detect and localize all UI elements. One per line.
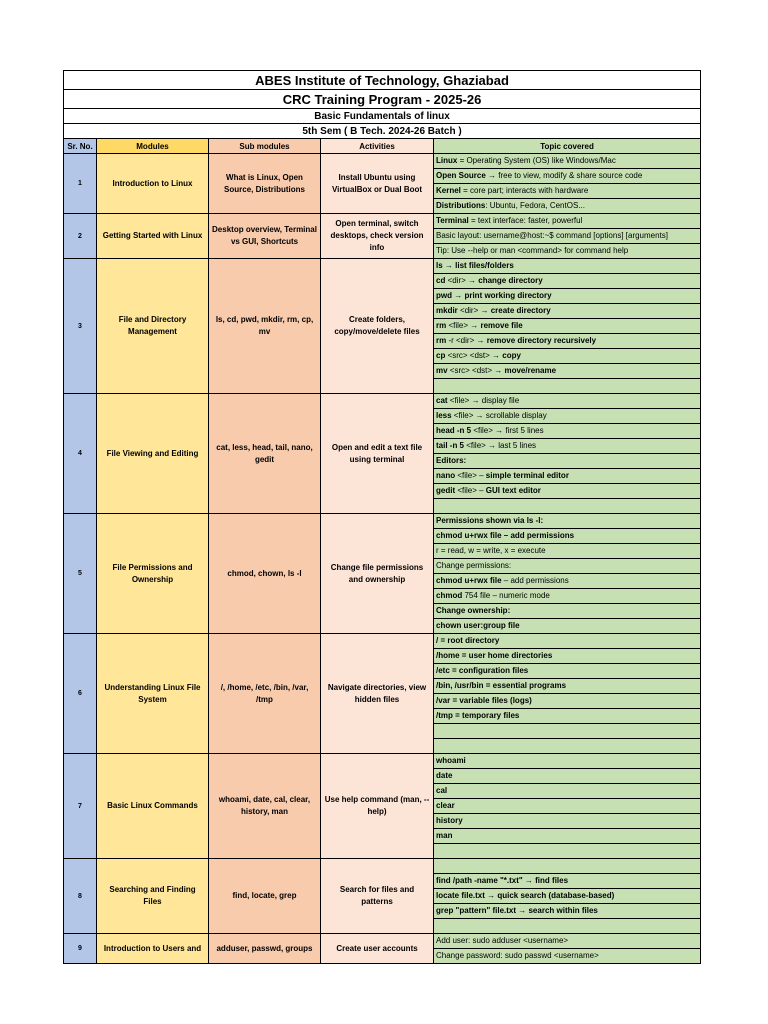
activities-cell: Open terminal, switch desktops, check version info [321,214,434,259]
topic-cell [434,604,701,619]
topic-text: 754 file – numeric mode [462,591,550,600]
topic-cell [434,199,701,214]
topic-emphasis: create directory [490,306,551,315]
topic-cell [434,799,701,814]
sr-no-cell: 3 [64,259,97,394]
topic-keyword: rm [436,321,447,330]
topic-cell [434,664,701,679]
activities-cell: Open and edit a text file using terminal [321,394,434,514]
topic-cell [434,349,701,364]
topic-emphasis: simple terminal editor [485,471,569,480]
topic-cell [434,379,701,394]
table-row [64,754,701,769]
topic-keyword: cal [436,786,448,795]
topic-keyword: / = root directory [436,636,500,645]
topic-cell [434,724,701,739]
topic-cell [434,829,701,844]
topic-keyword: clear [436,801,455,810]
topic-keyword: whoami [436,756,466,765]
topic-cell [434,499,701,514]
sub-modules-cell: find, locate, grep [209,859,321,934]
topic-keyword: grep "pattern" file.txt → search within files [436,906,598,915]
topic-keyword: ls [436,261,443,270]
topic-cell [434,754,701,769]
topic-cell [434,334,701,349]
topic-cell [434,934,701,949]
header-modules: Modules [97,139,209,154]
topic-emphasis: remove directory recursively [486,336,597,345]
topic-keyword: Change ownership: [436,606,511,615]
topic-keyword: Open Source [436,171,486,180]
topic-keyword: /bin, /usr/bin = essential programs [436,681,567,690]
topic-emphasis: print working directory [464,291,552,300]
topic-cell [434,274,701,289]
topic-keyword: gedit [436,486,456,495]
topic-keyword: man [436,831,453,840]
topic-keyword: /var = variable files (logs) [436,696,532,705]
topic-cell [434,694,701,709]
topic-cell [434,484,701,499]
topic-emphasis: list files/folders [455,261,514,270]
module-cell: Getting Started with Linux [97,214,209,259]
topic-keyword: nano [436,471,456,480]
topic-text: → free to view, modify & share source code [485,171,643,180]
sub-modules-cell: cat, less, head, tail, nano, gedit [209,394,321,514]
topic-cell [434,439,701,454]
topic-keyword: cd [436,276,446,285]
topic-cell [434,304,701,319]
subject-title: Basic Fundamentals of linux [64,109,701,124]
topic-emphasis: change directory [478,276,543,285]
topic-emphasis: move/rename [504,366,557,375]
topic-cell [434,184,701,199]
topic-text: – add permissions [501,576,569,585]
table-row [64,214,701,229]
sub-modules-cell: whoami, date, cal, clear, history, man [209,754,321,859]
institute-title: ABES Institute of Technology, Ghaziabad [64,71,701,90]
sub-modules-cell: What is Linux, Open Source, Distributions [209,154,321,214]
topic-cell [434,559,701,574]
topic-cell [434,214,701,229]
topic-keyword: /home = user home directories [436,651,553,660]
topic-text: <dir> → [445,276,479,285]
topic-text: <file> → first 5 lines [471,426,544,435]
topic-text: <file> → scrollable display [451,411,547,420]
topic-text: → [452,291,465,300]
topic-keyword: chmod [436,591,463,600]
topic-cell [434,784,701,799]
sr-no-cell: 8 [64,859,97,934]
topic-emphasis: remove file [480,321,523,330]
table-row [64,934,701,949]
topic-keyword: less [436,411,452,420]
topic-text: -r <dir> → [446,336,487,345]
sub-modules-cell: ls, cd, pwd, mkdir, rm, cp, mv [209,259,321,394]
program-title: CRC Training Program - 2025-26 [64,90,701,109]
activities-cell: Navigate directories, view hidden files [321,634,434,754]
table-row [64,259,701,274]
topic-text: → [442,261,456,270]
activities-cell: Use help command (man, --help) [321,754,434,859]
topic-cell [434,244,701,259]
activities-cell: Change file permissions and ownership [321,514,434,634]
activities-cell: Create folders, copy/move/delete files [321,259,434,394]
sr-no-cell: 1 [64,154,97,214]
topic-text: Change permissions: [436,561,512,570]
activities-cell: Install Ubuntu using VirtualBox or Dual Boot [321,154,434,214]
topic-keyword: rm [436,336,447,345]
topic-keyword: Permissions shown via ls -l: [436,516,544,525]
header-activities: Activities [321,139,434,154]
topic-keyword: find /path -name "*.txt" → find files [436,876,569,885]
topic-text: <dir> → [457,306,491,315]
topic-cell [434,154,701,169]
topic-text: = text interface: faster, powerful [468,216,583,225]
topic-keyword: Linux [436,156,458,165]
header-topic-covered: Topic covered [434,139,701,154]
module-cell: Searching and Finding Files [97,859,209,934]
topic-cell [434,409,701,424]
table-row [64,154,701,169]
topic-text: = core part; interacts with hardware [460,186,589,195]
topic-keyword: locate file.txt → quick search (database-based) [436,891,615,900]
topic-cell [434,364,701,379]
topic-keyword: /etc = configuration files [436,666,529,675]
topic-keyword: chmod u+rwx file – add permissions [436,531,575,540]
activities-cell: Create user accounts [321,934,434,964]
sr-no-cell: 7 [64,754,97,859]
topic-keyword: head -n 5 [436,426,472,435]
topic-text: <file> → last 5 lines [464,441,537,450]
topic-keyword: Distributions [436,201,486,210]
module-cell: File Viewing and Editing [97,394,209,514]
topic-keyword: mkdir [436,306,458,315]
header-sr-no: Sr. No. [64,139,97,154]
topic-text: <src> <dst> → [447,366,505,375]
topic-keyword: history [436,816,463,825]
table-row [64,634,701,649]
topic-keyword: pwd [436,291,452,300]
topic-text: <file> → display file [447,396,520,405]
topic-cell [434,469,701,484]
topic-keyword: cat [436,396,448,405]
topic-text: <file> – [455,471,486,480]
topic-cell [434,514,701,529]
topic-cell [434,619,701,634]
topic-cell [434,394,701,409]
module-cell: File and Directory Management [97,259,209,394]
topic-text: Basic layout: username@host:~$ command [options] [arguments] [436,231,669,240]
topic-cell [434,859,701,874]
topic-cell [434,289,701,304]
topic-keyword: /tmp = temporary files [436,711,520,720]
topic-cell [434,679,701,694]
topic-keyword: cp [436,351,446,360]
sr-no-cell: 6 [64,634,97,754]
topic-cell [434,259,701,274]
header-row [64,139,701,154]
topic-cell [434,739,701,754]
topic-keyword: Terminal [436,216,469,225]
table-row [64,514,701,529]
topic-cell [434,229,701,244]
topic-keyword: mv [436,366,448,375]
sr-no-cell: 9 [64,934,97,964]
topic-cell [434,634,701,649]
topic-cell [434,769,701,784]
module-cell: Understanding Linux File System [97,634,209,754]
sr-no-cell: 4 [64,394,97,514]
table-row [64,394,701,409]
sub-modules-cell: /, /home, /etc, /bin, /var, /tmp [209,634,321,754]
topic-text: Tip: Use --help or man <command> for command help [436,246,629,255]
topic-cell [434,844,701,859]
topic-text: Change password: sudo passwd <username> [436,951,599,960]
topic-cell [434,904,701,919]
topic-keyword: date [436,771,453,780]
table-row [64,859,701,874]
module-cell: Introduction to Linux [97,154,209,214]
topic-text: Add user: sudo adduser <username> [436,936,569,945]
header-sub-modules: Sub modules [209,139,321,154]
topic-emphasis: GUI text editor [485,486,541,495]
topic-cell [434,949,701,964]
topic-text: <src> <dst> → [445,351,503,360]
curriculum-table [63,70,701,964]
sr-no-cell: 2 [64,214,97,259]
topic-cell [434,874,701,889]
topic-text: : Ubuntu, Fedora, CentOS... [485,201,585,210]
topic-cell [434,529,701,544]
sub-modules-cell: adduser, passwd, groups [209,934,321,964]
curriculum-sheet [63,70,700,960]
module-cell: Introduction to Users and [97,934,209,964]
topic-keyword: Kernel [436,186,461,195]
topic-text: <file> – [455,486,486,495]
topic-keyword: Editors: [436,456,467,465]
topic-emphasis: copy [502,351,521,360]
topic-text: r = read, w = write, x = execute [436,546,546,555]
topic-cell [434,649,701,664]
topic-cell [434,589,701,604]
module-cell: Basic Linux Commands [97,754,209,859]
topic-cell [434,169,701,184]
sr-no-cell: 5 [64,514,97,634]
topic-cell [434,889,701,904]
topic-keyword: chown user:group file [436,621,520,630]
topic-cell [434,544,701,559]
topic-cell [434,424,701,439]
topic-cell [434,574,701,589]
activities-cell: Search for files and patterns [321,859,434,934]
topic-cell [434,454,701,469]
semester-title: 5th Sem ( B Tech. 2024-26 Batch ) [64,124,701,139]
sub-modules-cell: Desktop overview, Terminal vs GUI, Shortcuts [209,214,321,259]
topic-cell [434,814,701,829]
topic-cell [434,919,701,934]
topic-cell [434,709,701,724]
topic-keyword: chmod u+rwx file [436,576,502,585]
module-cell: File Permissions and Ownership [97,514,209,634]
topic-text: <file> → [446,321,481,330]
topic-keyword: tail -n 5 [436,441,465,450]
sub-modules-cell: chmod, chown, ls -l [209,514,321,634]
topic-cell [434,319,701,334]
topic-text: = Operating System (OS) like Windows/Mac [457,156,616,165]
